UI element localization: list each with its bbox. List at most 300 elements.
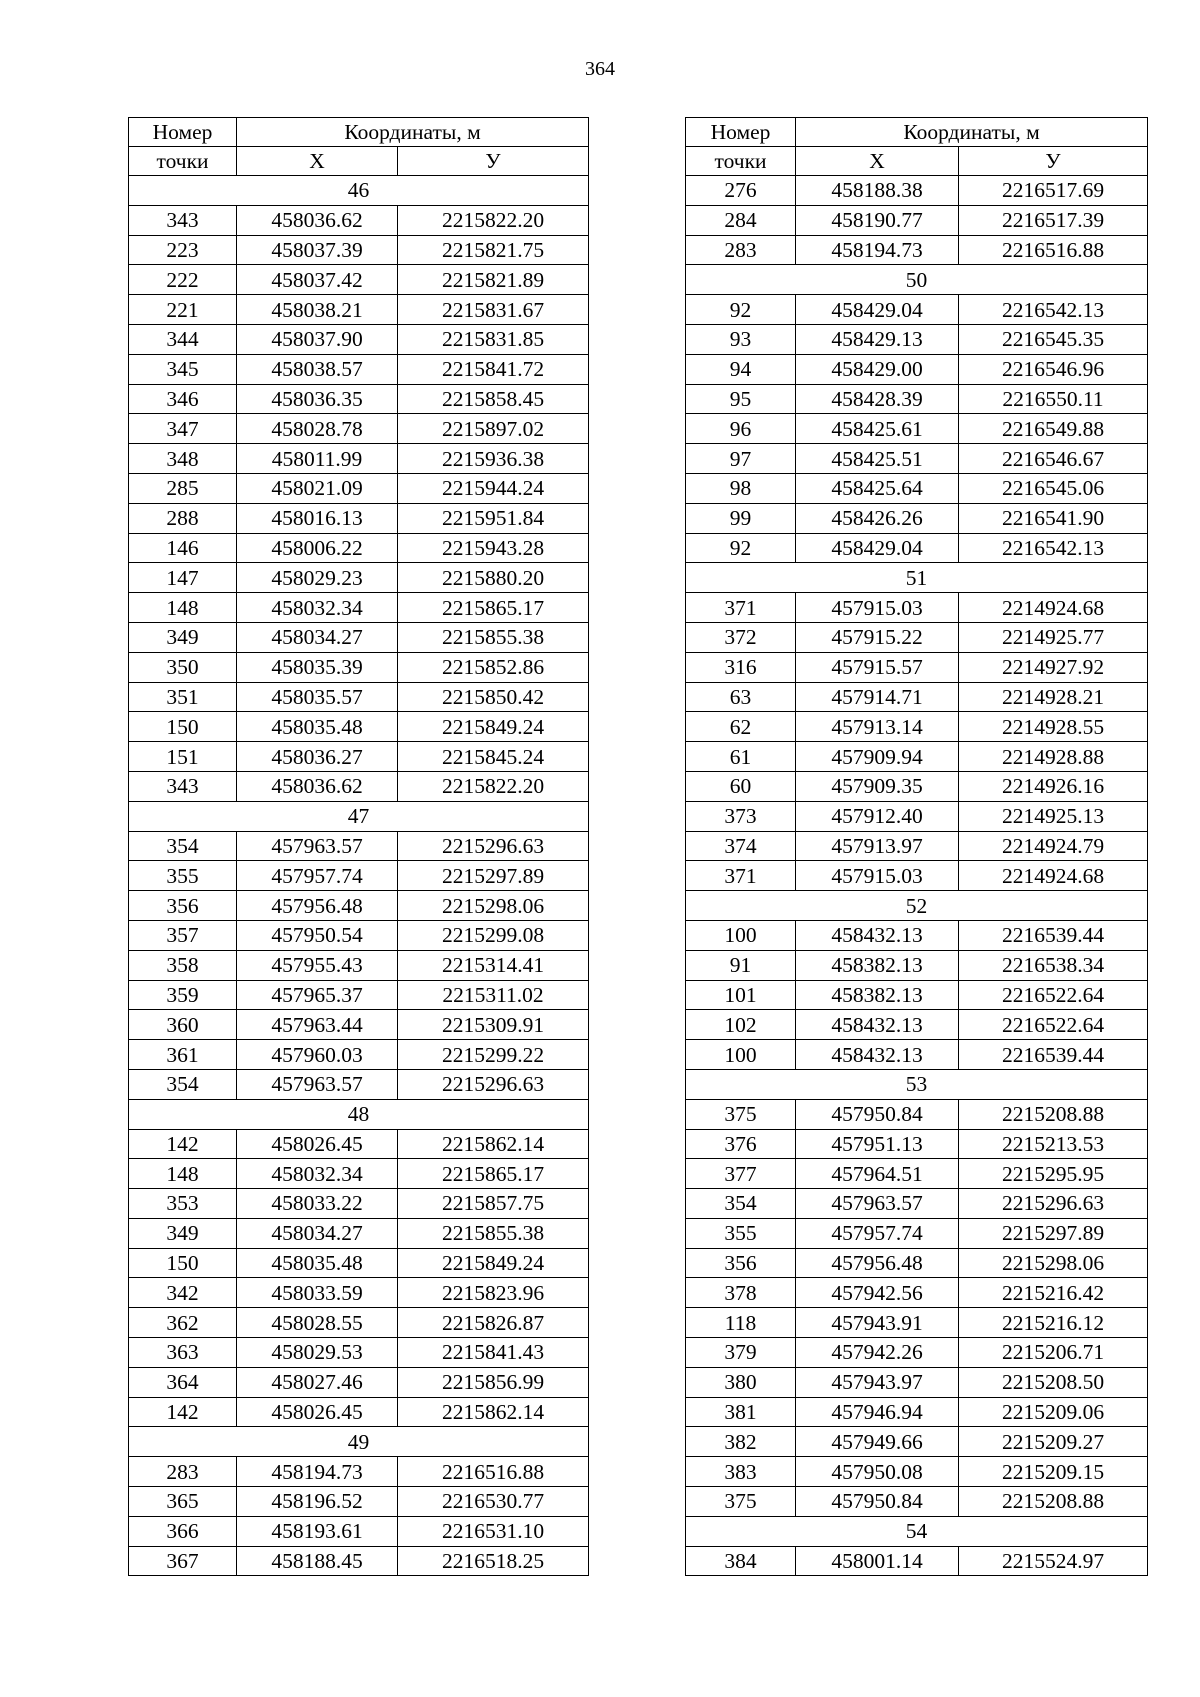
table-row (686, 503, 1148, 533)
y-coordinate-cell: 2214926.16 (959, 771, 1148, 801)
y-coordinate-cell: 2216550.11 (959, 384, 1148, 414)
y-coordinate-cell: 2216538.34 (959, 950, 1148, 980)
point-number-cell: 142 (129, 1129, 237, 1159)
section-row (686, 265, 1148, 295)
y-coordinate-cell: 2215858.45 (398, 384, 589, 414)
table-row (129, 1397, 589, 1427)
y-coordinate-cell: 2216539.44 (959, 920, 1148, 950)
section-row (129, 1099, 589, 1129)
point-number-cell: 349 (129, 1218, 237, 1248)
point-number-cell: 366 (129, 1516, 237, 1546)
x-coordinate-cell: 458021.09 (237, 473, 398, 503)
y-coordinate-cell: 2215208.88 (959, 1099, 1148, 1129)
y-coordinate-cell: 2215208.50 (959, 1367, 1148, 1397)
point-number-cell: 142 (129, 1397, 237, 1427)
table-row (129, 1159, 589, 1189)
x-coordinate-cell: 457965.37 (237, 980, 398, 1010)
x-coordinate-cell: 457915.03 (796, 861, 959, 891)
table-row (686, 235, 1148, 265)
point-number-cell: 361 (129, 1040, 237, 1070)
y-coordinate-cell: 2216518.25 (398, 1546, 589, 1576)
point-number-cell: 118 (686, 1308, 796, 1338)
point-number-cell: 150 (129, 712, 237, 742)
point-number-cell: 379 (686, 1338, 796, 1368)
table-row (129, 414, 589, 444)
point-number-cell: 343 (129, 205, 237, 235)
point-number-cell: 96 (686, 414, 796, 444)
point-number-cell: 344 (129, 324, 237, 354)
table-row (129, 1010, 589, 1040)
table-row (129, 920, 589, 950)
table-row (129, 503, 589, 533)
point-number-cell: 316 (686, 652, 796, 682)
x-coordinate-cell: 458038.57 (237, 354, 398, 384)
table-row (686, 1427, 1148, 1457)
table-row (686, 831, 1148, 861)
x-coordinate-cell: 458028.78 (237, 414, 398, 444)
point-number-cell: 354 (686, 1189, 796, 1219)
x-coordinate-cell: 458034.27 (237, 622, 398, 652)
point-number-cell: 60 (686, 771, 796, 801)
y-coordinate-cell: 2215208.88 (959, 1487, 1148, 1517)
point-number-cell: 363 (129, 1338, 237, 1368)
table-row (686, 1278, 1148, 1308)
x-coordinate-cell: 457963.57 (237, 831, 398, 861)
table-row (129, 950, 589, 980)
section-row (129, 176, 589, 206)
table-row (686, 1487, 1148, 1517)
y-coordinate-cell: 2215299.22 (398, 1040, 589, 1070)
point-number-cell: 358 (129, 950, 237, 980)
y-coordinate-cell: 2216522.64 (959, 1010, 1148, 1040)
y-coordinate-cell: 2215849.24 (398, 712, 589, 742)
y-coordinate-cell: 2216522.64 (959, 980, 1148, 1010)
header-x: X (237, 147, 398, 176)
coordinates-table-right (685, 117, 1148, 1576)
header-point-number: Номер (129, 118, 237, 147)
point-number-cell: 381 (686, 1397, 796, 1427)
point-number-cell: 283 (129, 1457, 237, 1487)
y-coordinate-cell: 2216542.13 (959, 533, 1148, 563)
x-coordinate-cell: 457955.43 (237, 950, 398, 980)
point-number-cell: 92 (686, 295, 796, 325)
x-coordinate-cell: 457943.97 (796, 1367, 959, 1397)
y-coordinate-cell: 2214924.79 (959, 831, 1148, 861)
y-coordinate-cell: 2216531.10 (398, 1516, 589, 1546)
table-row (686, 533, 1148, 563)
section-row (686, 563, 1148, 593)
x-coordinate-cell: 458033.22 (237, 1189, 398, 1219)
table-row (686, 682, 1148, 712)
header-coordinates: Координаты, м (237, 118, 589, 147)
table-row (686, 176, 1148, 206)
page-number: 364 (585, 58, 615, 80)
table-row (686, 354, 1148, 384)
x-coordinate-cell: 458027.46 (237, 1367, 398, 1397)
y-coordinate-cell: 2215297.89 (959, 1218, 1148, 1248)
table-row (129, 265, 589, 295)
section-number: 53 (686, 1069, 1148, 1099)
y-coordinate-cell: 2214928.21 (959, 682, 1148, 712)
y-coordinate-cell: 2215862.14 (398, 1129, 589, 1159)
table-row (129, 622, 589, 652)
point-number-cell: 380 (686, 1367, 796, 1397)
y-coordinate-cell: 2215841.43 (398, 1338, 589, 1368)
x-coordinate-cell: 458429.13 (796, 324, 959, 354)
table-row (129, 533, 589, 563)
section-row (129, 1427, 589, 1457)
y-coordinate-cell: 2215821.89 (398, 265, 589, 295)
y-coordinate-cell: 2215296.63 (959, 1189, 1148, 1219)
y-coordinate-cell: 2215831.85 (398, 324, 589, 354)
y-coordinate-cell: 2215845.24 (398, 742, 589, 772)
x-coordinate-cell: 457915.03 (796, 593, 959, 623)
section-row (686, 1516, 1148, 1546)
y-coordinate-cell: 2215311.02 (398, 980, 589, 1010)
x-coordinate-cell: 458432.13 (796, 1010, 959, 1040)
y-coordinate-cell: 2215296.63 (398, 1069, 589, 1099)
table-row (686, 384, 1148, 414)
point-number-cell: 373 (686, 801, 796, 831)
point-number-cell: 367 (129, 1546, 237, 1576)
point-number-cell: 359 (129, 980, 237, 1010)
table-row (129, 295, 589, 325)
y-coordinate-cell: 2215296.63 (398, 831, 589, 861)
table-row (129, 1516, 589, 1546)
section-number: 49 (129, 1427, 589, 1457)
y-coordinate-cell: 2215295.95 (959, 1159, 1148, 1189)
table-row (129, 1278, 589, 1308)
x-coordinate-cell: 458034.27 (237, 1218, 398, 1248)
header-point-number-line2: точки (129, 147, 237, 176)
y-coordinate-cell: 2215826.87 (398, 1308, 589, 1338)
y-coordinate-cell: 2215850.42 (398, 682, 589, 712)
x-coordinate-cell: 458006.22 (237, 533, 398, 563)
y-coordinate-cell: 2216530.77 (398, 1487, 589, 1517)
y-coordinate-cell: 2215897.02 (398, 414, 589, 444)
x-coordinate-cell: 458011.99 (237, 444, 398, 474)
point-number-cell: 62 (686, 712, 796, 742)
y-coordinate-cell: 2215943.28 (398, 533, 589, 563)
x-coordinate-cell: 457963.44 (237, 1010, 398, 1040)
y-coordinate-cell: 2215951.84 (398, 503, 589, 533)
point-number-cell: 150 (129, 1248, 237, 1278)
section-row (686, 1069, 1148, 1099)
point-number-cell: 284 (686, 205, 796, 235)
x-coordinate-cell: 457909.35 (796, 771, 959, 801)
x-coordinate-cell: 458429.04 (796, 533, 959, 563)
table-row (129, 444, 589, 474)
table-row (686, 1457, 1148, 1487)
table-row (129, 712, 589, 742)
table-row (686, 1367, 1148, 1397)
x-coordinate-cell: 458194.73 (796, 235, 959, 265)
point-number-cell: 95 (686, 384, 796, 414)
section-number: 48 (129, 1099, 589, 1129)
y-coordinate-cell: 2215936.38 (398, 444, 589, 474)
point-number-cell: 365 (129, 1487, 237, 1517)
table-row (686, 1040, 1148, 1070)
x-coordinate-cell: 458188.45 (237, 1546, 398, 1576)
x-coordinate-cell: 458188.38 (796, 176, 959, 206)
point-number-cell: 276 (686, 176, 796, 206)
table-row (686, 473, 1148, 503)
x-coordinate-cell: 457950.84 (796, 1487, 959, 1517)
section-number: 46 (129, 176, 589, 206)
table-row (129, 1457, 589, 1487)
x-coordinate-cell: 457946.94 (796, 1397, 959, 1427)
x-coordinate-cell: 458033.59 (237, 1278, 398, 1308)
table-row (686, 1129, 1148, 1159)
y-coordinate-cell: 2216546.67 (959, 444, 1148, 474)
x-coordinate-cell: 457950.54 (237, 920, 398, 950)
x-coordinate-cell: 457914.71 (796, 682, 959, 712)
point-number-cell: 345 (129, 354, 237, 384)
x-coordinate-cell: 458037.90 (237, 324, 398, 354)
table-row (686, 980, 1148, 1010)
y-coordinate-cell: 2215314.41 (398, 950, 589, 980)
x-coordinate-cell: 458194.73 (237, 1457, 398, 1487)
x-coordinate-cell: 458382.13 (796, 980, 959, 1010)
table-row (686, 652, 1148, 682)
x-coordinate-cell: 458036.62 (237, 205, 398, 235)
y-coordinate-cell: 2214924.68 (959, 861, 1148, 891)
x-coordinate-cell: 457956.48 (796, 1248, 959, 1278)
table-row (686, 593, 1148, 623)
point-number-cell: 355 (686, 1218, 796, 1248)
table-row (129, 652, 589, 682)
table-row (129, 593, 589, 623)
x-coordinate-cell: 458036.35 (237, 384, 398, 414)
y-coordinate-cell: 2215209.27 (959, 1427, 1148, 1457)
y-coordinate-cell: 2215524.97 (959, 1546, 1148, 1576)
y-coordinate-cell: 2216541.90 (959, 503, 1148, 533)
point-number-cell: 285 (129, 473, 237, 503)
table-row (686, 414, 1148, 444)
table-row (686, 205, 1148, 235)
y-coordinate-cell: 2215865.17 (398, 1159, 589, 1189)
y-coordinate-cell: 2215209.15 (959, 1457, 1148, 1487)
table-row (129, 205, 589, 235)
x-coordinate-cell: 458029.23 (237, 563, 398, 593)
table-row (686, 1338, 1148, 1368)
table-row (129, 473, 589, 503)
y-coordinate-cell: 2214927.92 (959, 652, 1148, 682)
table-row (129, 1248, 589, 1278)
table-row (686, 920, 1148, 950)
table-row (129, 1367, 589, 1397)
x-coordinate-cell: 458429.04 (796, 295, 959, 325)
section-number: 47 (129, 801, 589, 831)
x-coordinate-cell: 458382.13 (796, 950, 959, 980)
y-coordinate-cell: 2214924.68 (959, 593, 1148, 623)
point-number-cell: 100 (686, 920, 796, 950)
table-row (686, 324, 1148, 354)
section-row (129, 801, 589, 831)
table-row (129, 891, 589, 921)
table-row (129, 235, 589, 265)
x-coordinate-cell: 458429.00 (796, 354, 959, 384)
x-coordinate-cell: 458432.13 (796, 920, 959, 950)
y-coordinate-cell: 2216542.13 (959, 295, 1148, 325)
section-number: 51 (686, 563, 1148, 593)
x-coordinate-cell: 458425.61 (796, 414, 959, 444)
y-coordinate-cell: 2215831.67 (398, 295, 589, 325)
point-number-cell: 343 (129, 771, 237, 801)
x-coordinate-cell: 458037.42 (237, 265, 398, 295)
y-coordinate-cell: 2215209.06 (959, 1397, 1148, 1427)
table-row (129, 324, 589, 354)
point-number-cell: 362 (129, 1308, 237, 1338)
y-coordinate-cell: 2215298.06 (959, 1248, 1148, 1278)
x-coordinate-cell: 458428.39 (796, 384, 959, 414)
x-coordinate-cell: 458432.13 (796, 1040, 959, 1070)
section-number: 54 (686, 1516, 1148, 1546)
y-coordinate-cell: 2215216.12 (959, 1308, 1148, 1338)
x-coordinate-cell: 457915.22 (796, 622, 959, 652)
point-number-cell: 383 (686, 1457, 796, 1487)
header-point-number: Номер (686, 118, 796, 147)
y-coordinate-cell: 2216545.35 (959, 324, 1148, 354)
y-coordinate-cell: 2216546.96 (959, 354, 1148, 384)
table-row (129, 742, 589, 772)
point-number-cell: 97 (686, 444, 796, 474)
point-number-cell: 222 (129, 265, 237, 295)
x-coordinate-cell: 457913.14 (796, 712, 959, 742)
section-row (686, 891, 1148, 921)
y-coordinate-cell: 2215216.42 (959, 1278, 1148, 1308)
y-coordinate-cell: 2215857.75 (398, 1189, 589, 1219)
table-row (686, 1308, 1148, 1338)
point-number-cell: 354 (129, 831, 237, 861)
y-coordinate-cell: 2215944.24 (398, 473, 589, 503)
table-row (129, 1308, 589, 1338)
y-coordinate-cell: 2214928.88 (959, 742, 1148, 772)
point-number-cell: 148 (129, 1159, 237, 1189)
x-coordinate-cell: 458425.51 (796, 444, 959, 474)
x-coordinate-cell: 457960.03 (237, 1040, 398, 1070)
section-number: 52 (686, 891, 1148, 921)
y-coordinate-cell: 2216549.88 (959, 414, 1148, 444)
point-number-cell: 93 (686, 324, 796, 354)
y-coordinate-cell: 2215880.20 (398, 563, 589, 593)
point-number-cell: 371 (686, 861, 796, 891)
header-coordinates: Координаты, м (796, 118, 1148, 147)
point-number-cell: 351 (129, 682, 237, 712)
y-coordinate-cell: 2216516.88 (959, 235, 1148, 265)
point-number-cell: 94 (686, 354, 796, 384)
table-row (686, 861, 1148, 891)
table-row (686, 1189, 1148, 1219)
x-coordinate-cell: 458036.62 (237, 771, 398, 801)
x-coordinate-cell: 457950.84 (796, 1099, 959, 1129)
x-coordinate-cell: 457950.08 (796, 1457, 959, 1487)
point-number-cell: 371 (686, 593, 796, 623)
x-coordinate-cell: 458190.77 (796, 205, 959, 235)
point-number-cell: 223 (129, 235, 237, 265)
x-coordinate-cell: 458032.34 (237, 1159, 398, 1189)
x-coordinate-cell: 457951.13 (796, 1129, 959, 1159)
x-coordinate-cell: 457943.91 (796, 1308, 959, 1338)
x-coordinate-cell: 458026.45 (237, 1397, 398, 1427)
table-row (129, 354, 589, 384)
table-row (129, 771, 589, 801)
y-coordinate-cell: 2215865.17 (398, 593, 589, 623)
y-coordinate-cell: 2215855.38 (398, 622, 589, 652)
table-row (686, 712, 1148, 742)
table-row (129, 1546, 589, 1576)
y-coordinate-cell: 2216545.06 (959, 473, 1148, 503)
y-coordinate-cell: 2216539.44 (959, 1040, 1148, 1070)
point-number-cell: 364 (129, 1367, 237, 1397)
point-number-cell: 375 (686, 1099, 796, 1129)
x-coordinate-cell: 457963.57 (237, 1069, 398, 1099)
y-coordinate-cell: 2215297.89 (398, 861, 589, 891)
y-coordinate-cell: 2215298.06 (398, 891, 589, 921)
y-coordinate-cell: 2216517.69 (959, 176, 1148, 206)
coordinates-table-left (128, 117, 589, 1576)
point-number-cell: 347 (129, 414, 237, 444)
point-number-cell: 148 (129, 593, 237, 623)
y-coordinate-cell: 2216517.39 (959, 205, 1148, 235)
x-coordinate-cell: 457957.74 (237, 861, 398, 891)
x-coordinate-cell: 458425.64 (796, 473, 959, 503)
x-coordinate-cell: 457957.74 (796, 1218, 959, 1248)
y-coordinate-cell: 2215849.24 (398, 1248, 589, 1278)
x-coordinate-cell: 458026.45 (237, 1129, 398, 1159)
point-number-cell: 147 (129, 563, 237, 593)
x-coordinate-cell: 458016.13 (237, 503, 398, 533)
point-number-cell: 355 (129, 861, 237, 891)
x-coordinate-cell: 458196.52 (237, 1487, 398, 1517)
table-row (129, 831, 589, 861)
x-coordinate-cell: 458193.61 (237, 1516, 398, 1546)
table-row (686, 295, 1148, 325)
x-coordinate-cell: 457949.66 (796, 1427, 959, 1457)
point-number-cell: 372 (686, 622, 796, 652)
table-row (686, 1546, 1148, 1576)
table-row (129, 1218, 589, 1248)
x-coordinate-cell: 458426.26 (796, 503, 959, 533)
point-number-cell: 151 (129, 742, 237, 772)
y-coordinate-cell: 2215856.99 (398, 1367, 589, 1397)
table-row (686, 742, 1148, 772)
point-number-cell: 288 (129, 503, 237, 533)
section-number: 50 (686, 265, 1148, 295)
point-number-cell: 356 (129, 891, 237, 921)
point-number-cell: 99 (686, 503, 796, 533)
point-number-cell: 357 (129, 920, 237, 950)
y-coordinate-cell: 2215841.72 (398, 354, 589, 384)
table-row (686, 1010, 1148, 1040)
x-coordinate-cell: 458001.14 (796, 1546, 959, 1576)
x-coordinate-cell: 458029.53 (237, 1338, 398, 1368)
y-coordinate-cell: 2216516.88 (398, 1457, 589, 1487)
table-row (129, 980, 589, 1010)
point-number-cell: 91 (686, 950, 796, 980)
header-y: У (959, 147, 1148, 176)
y-coordinate-cell: 2215213.53 (959, 1129, 1148, 1159)
point-number-cell: 384 (686, 1546, 796, 1576)
table-row (129, 1487, 589, 1517)
y-coordinate-cell: 2215822.20 (398, 205, 589, 235)
x-coordinate-cell: 458032.34 (237, 593, 398, 623)
point-number-cell: 349 (129, 622, 237, 652)
point-number-cell: 101 (686, 980, 796, 1010)
point-number-cell: 63 (686, 682, 796, 712)
table-row (129, 1189, 589, 1219)
table-row (686, 1248, 1148, 1278)
